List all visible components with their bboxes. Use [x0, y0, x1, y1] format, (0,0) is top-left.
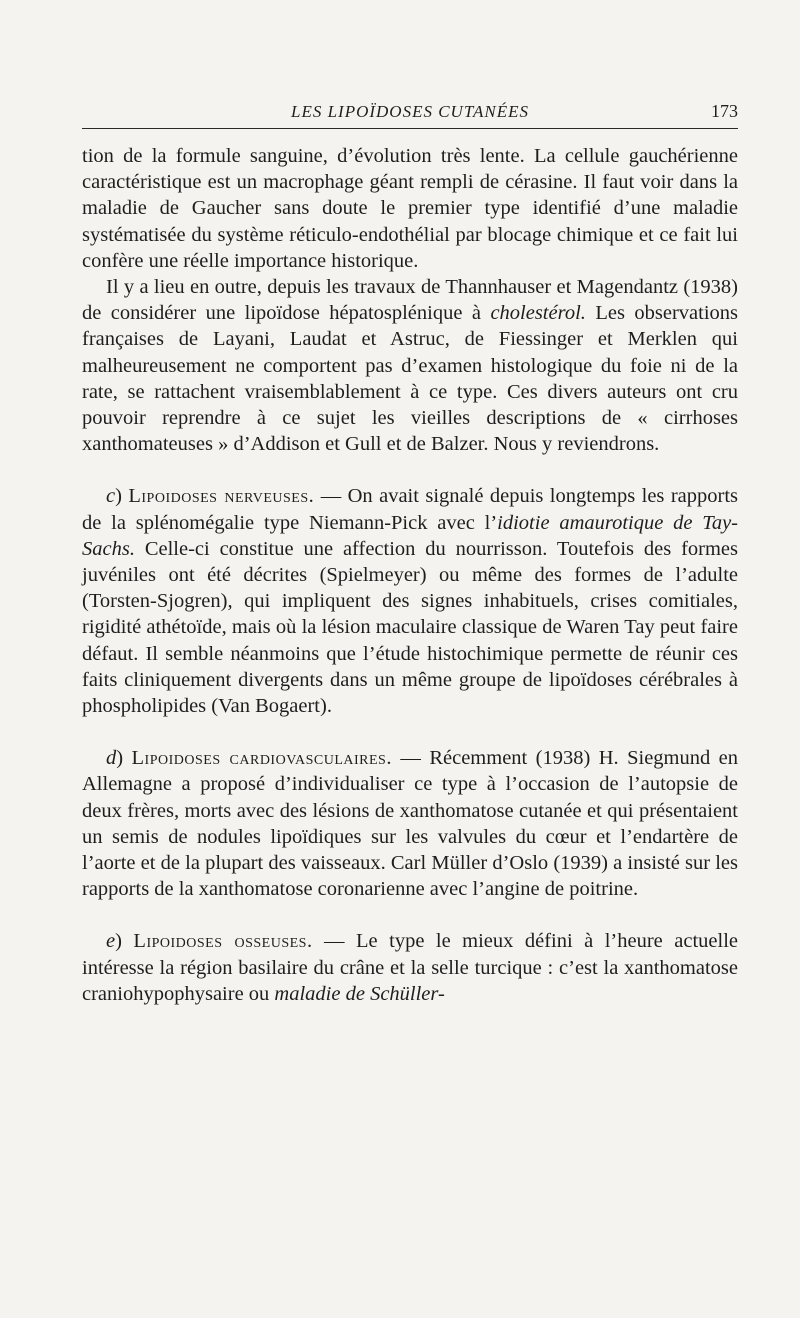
paragraph-text: Les observations françaises de Layani, Laudat et Astruc, de Fiessinger et Merklen qui malheureusement ne comportent pas d’examen histologique du foie ni de la rate, se rattachent vraisemblablement à ce type. Ces divers auteurs ont cru pouvoir reprendre à ce sujet les vieilles descriptions de « cirrhoses xanthomateuses » d’Addison et Gull et de Balzer. Nous y reviendrons. [82, 302, 738, 456]
section-text: Celle-ci constitue une affection du nourrisson. Toutefois des formes juvéniles ont été décrites (Spielmeyer) ou même des formes de l’adulte (Torsten-Sjogren), qui impliquent des signes inhabituels, crises comitiales, rigidité athétoïde, mais où la lésion maculaire classique de Waren Tay peut faire défaut. Il semble néanmoins que l’étude histochimique permette de réunir ces faits cliniquement divergents dans un même groupe de lipoïdoses cérébrales à phospholipides (Van Bogaert). [82, 537, 738, 718]
book-page [82, 98, 738, 1007]
section-letter: c [106, 485, 116, 508]
paragraph-text: tion de la formule sanguine, d’évolution très lente. La cellule gauchérienne caractéristique est un macrophage géant rempli de cérasine. Il faut voir dans la maladie de Gaucher sans doute le premier type identifié d’une maladie systématisée du système réticulo-endothélial par blocage chimique et ce fait lui confère une réelle importance historique. [82, 145, 738, 272]
section-heading: Lipoidoses osseuses. [133, 930, 313, 953]
italic-term: maladie de Schüller- [274, 982, 445, 1005]
page-header [82, 98, 738, 129]
section-nervous-lipoidoses: c) Lipoidoses nerveuses. — On avait signalé depuis longtemps les rapports de la splénomégalie type Niemann-Pick avec l’idiotie amaurotique de Tay-Sachs. Celle-ci constitue une affection du nourrisson. Toutefois des formes juvéniles ont été décrites (Spielmeyer) ou même des formes de l’adulte (Torsten-Sjogren), qui impliquent des signes inhabituels, crises comitiales, rigidité athétoïde, mais où la lésion maculaire classique de Waren Tay peut faire défaut. Il semble néanmoins que l’étude histochimique permette de réunir ces faits cliniquement divergents dans un même groupe de lipoïdoses cérébrales à phospholipides (Van Bogaert). [82, 485, 739, 718]
page-body [82, 129, 738, 1007]
page-number: 173 [711, 101, 738, 121]
italic-term: idiotie amaurotique de Tay-Sachs. [82, 511, 739, 560]
paragraph-hepatosplenic-lipoidosis [82, 274, 738, 457]
section-letter: e [106, 930, 116, 953]
section-text: — On avait signalé depuis longtemps les rapports de la splénomégalie type Niemann-Pick avec l’ [82, 485, 738, 534]
section-cardiovascular-lipoidoses: d) Lipoidoses cardiovasculaires. — Récemment (1938) H. Siegmund en Allemagne a proposé d’individualiser ce type à l’occasion de l’autopsie de deux frères, morts avec des lésions de xanthomatose cutanée et qui présentaient un semis de nodules lipoïdiques sur les valvules du cœur et l’endartère de l’aorte et de la plupart des vaisseaux. Carl Müller d’Oslo (1939) a insisté sur les rapports de la xanthomatose coronarienne avec l’angine de poitrine. [82, 747, 739, 901]
section-bone-lipoidoses: e) Lipoidoses osseuses. — Le type le mieux défini à l’heure actuelle intéresse la région basilaire du crâne et la selle turcique : c’est la xanthomatose craniohypophysaire ou maladie de Schüller- [82, 930, 738, 1005]
running-title: LES LIPOÏDOSES CUTANÉES [290, 102, 529, 121]
paragraph-text: Il y a lieu en outre, depuis les travaux de Thannhauser et Magendantz (1938) de considérer une lipoïdose hépatosplénique à [82, 276, 738, 325]
section-text: — Le type le mieux défini à l’heure actuelle intéresse la région basilaire du crâne et la selle turcique : c’est la xanthomatose craniohypophysaire ou [82, 930, 738, 1005]
section-heading: Lipoidoses nerveuses. [128, 485, 315, 508]
italic-term: cholestérol. [490, 302, 586, 325]
section-heading: Lipoidoses cardiovasculaires. [131, 747, 392, 770]
paragraph-gaucher-continuation [82, 143, 738, 274]
section-text: — Récemment (1938) H. Siegmund en Allemagne a proposé d’individualiser ce type à l’occasion de l’autopsie de deux frères, morts avec des lésions de xanthomatose cutanée et qui présentaient un semis de nodules lipoïdiques sur les valvules du cœur et l’endartère de l’aorte et de la plupart des vaisseaux. Carl Müller d’Oslo (1939) a insisté sur les rapports de la xanthomatose coronarienne avec l’angine de poitrine. [82, 747, 739, 901]
section-letter: d [106, 747, 117, 770]
